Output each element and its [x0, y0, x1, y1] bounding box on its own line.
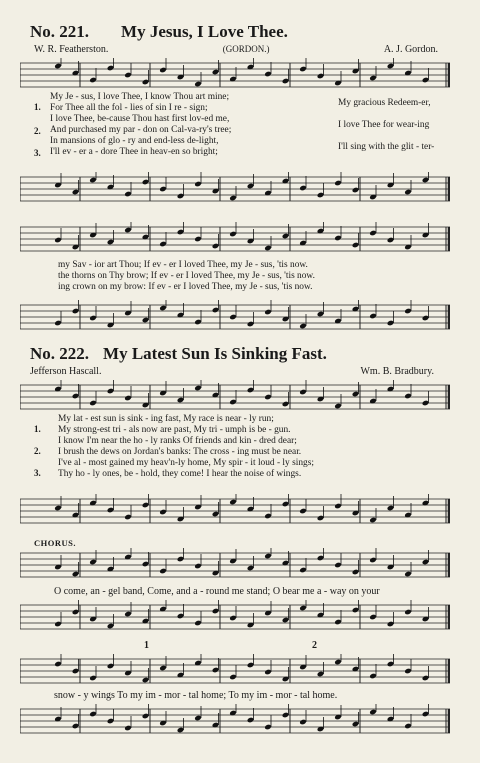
lyric-line: the thorns on Thy brow; If ev - er I loved Thee, my Je - sus, 'tis now. [58, 271, 315, 281]
lyric-line: In mansions of glo - ry and end-less de-light, [50, 136, 219, 146]
treble-staff [20, 58, 450, 92]
lyricist-credit: W. R. Featherston. [34, 44, 109, 55]
composer-credit: Wm. B. Bradbury. [360, 366, 434, 377]
hymn-number: No. 221. [30, 22, 90, 41]
verse-lyrics [58, 260, 450, 300]
music-system [20, 380, 450, 528]
lyric-line: snow - y wings To my im - mor - tal home; To my im - mor - tal home. [54, 690, 338, 701]
lyric-line: And purchased my par - don on Cal-va-ry's tree; [50, 125, 232, 135]
hymn-222-credits [30, 366, 434, 377]
bass-staff [20, 494, 450, 528]
treble-staff [20, 380, 450, 414]
lyric-line: Thy ho - ly ones, be - hold, they come! I hear the noise of wings. [58, 469, 302, 479]
lyric-line: I love Thee, be-cause Thou hast first lov-ed me, [50, 114, 230, 124]
bass-staff [20, 600, 450, 634]
staff-lines [20, 654, 450, 688]
staff-lines [20, 300, 450, 334]
chorus-label: CHORUS. [34, 538, 76, 548]
composer-credit: A. J. Gordon. [383, 44, 438, 55]
hymn-title: My Jesus, I Love Thee. [121, 22, 288, 41]
staff-lines [20, 600, 450, 634]
hymn-222-header [30, 344, 450, 364]
lyric-line: My strong-est tri - als now are past, My tri - umph is be - gun. [58, 425, 291, 435]
lyric-line: I brush the dews on Jordan's banks: The cross - ing must be near. [58, 447, 302, 457]
verse-number: 1. [34, 102, 41, 112]
lyricist-credit: Jefferson Hascall. [30, 366, 102, 377]
chorus-lyrics [54, 586, 450, 600]
lyric-line: My Je - sus, I love Thee, I know Thou art mine; [50, 92, 230, 102]
lyric-line: I've al - most gained my heav'n-ly home, My spir - it loud - ly sings; [58, 458, 314, 468]
lyric-line: ing crown on my brow: If ev - er I loved Thee, my Je - sus, 'tis now. [58, 282, 313, 292]
treble-staff [20, 222, 450, 256]
verse-number: 3. [34, 468, 41, 478]
bass-staff [20, 300, 450, 334]
treble-staff [20, 654, 450, 688]
hymn-title: My Latest Sun Is Sinking Fast. [103, 344, 327, 363]
music-system [20, 654, 450, 738]
verse-number: 3. [34, 148, 41, 158]
music-system [20, 222, 450, 334]
staff-lines [20, 172, 450, 206]
lyric-line: O come, an - gel band, Come, and a - round me stand; O bear me a - way on your [54, 586, 380, 597]
lyric-line: My lat - est sun is sink - ing fast, My race is near - ly run; [58, 414, 274, 424]
bass-staff [20, 704, 450, 738]
lyric-line: I'll sing with the glit - ter- [338, 142, 435, 152]
music-system [20, 548, 450, 634]
verse-lyrics [34, 92, 450, 172]
staff-lines [20, 548, 450, 582]
lyric-line: I know I'm near the ho - ly ranks Of friends and kin - dred dear; [58, 436, 297, 446]
verse-lyrics [34, 414, 450, 494]
staff-lines [20, 380, 450, 414]
staff-lines [20, 494, 450, 528]
hymn-221-credits [34, 44, 438, 55]
verse-number: 1. [34, 424, 41, 434]
staff-lines [20, 58, 450, 92]
first-ending-mark: 1 [144, 640, 149, 651]
lyric-line: my Sav - ior art Thou; If ev - er I loved Thee, my Je - sus, 'tis now. [58, 260, 308, 270]
lyric-line: I love Thee for wear-ing [338, 120, 430, 130]
second-ending-mark: 2 [312, 640, 317, 651]
lyric-line: For Thee all the fol - lies of sin I re - sign; [50, 103, 208, 113]
verse-number: 2. [34, 446, 41, 456]
staff-lines [20, 222, 450, 256]
bass-staff [20, 172, 450, 206]
hymn-number: No. 222. [30, 344, 90, 363]
staff-lines [20, 704, 450, 738]
tune-name: (GORDON.) [222, 44, 270, 54]
music-system [20, 58, 450, 206]
treble-staff [20, 548, 450, 582]
verse-number: 2. [34, 126, 41, 136]
hymn-221-header [30, 22, 450, 42]
chorus-lyrics [54, 690, 450, 704]
lyric-line: My gracious Redeem-er, [338, 98, 431, 108]
lyric-line: I'll ev - er a - dore Thee in heav-en so bright; [50, 147, 218, 157]
